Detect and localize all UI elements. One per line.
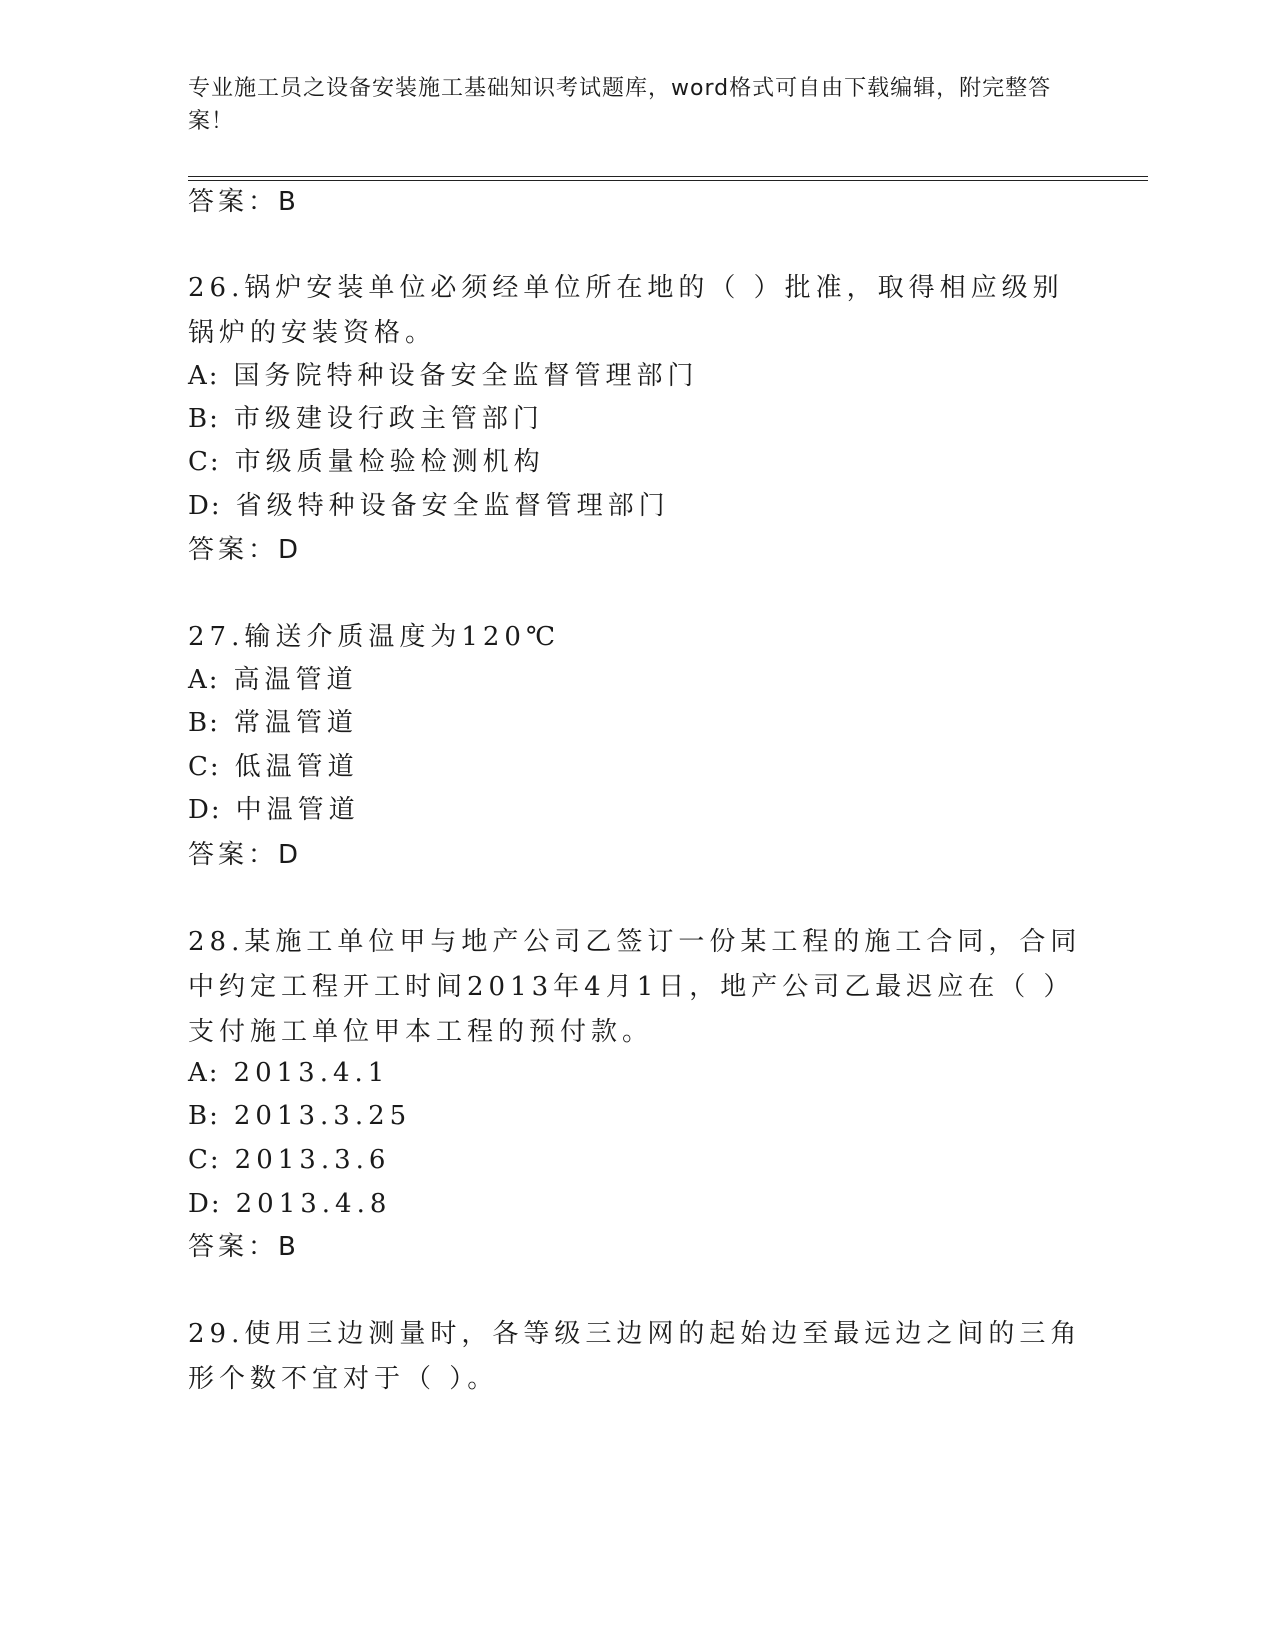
answer-label: 答案： [188,535,279,565]
option-key: A: [188,665,220,695]
answer-label: 答案： [188,1232,279,1262]
option-key: C: [188,1145,221,1175]
option-key: B: [188,404,220,434]
document-header: 专业施工员之设备安装施工基础知识考试题库，word格式可自由下载编辑，附完整答案！ [188,76,1052,134]
question-26-option-a [188,356,699,396]
option-key: D: [188,491,222,521]
answer-line-28 [188,1230,298,1264]
header-divider [188,176,1148,181]
question-27-option-a [188,660,358,700]
option-key: A: [188,1058,220,1088]
question-26-option-c [188,442,545,482]
option-text: 高温管道 [233,665,358,695]
option-text: 国务院特种设备安全监督管理部门 [233,361,699,391]
option-text: 常温管道 [233,708,358,738]
option-key: B: [188,1101,220,1131]
option-text: 2013.3.25 [233,1101,412,1131]
answer-value: D [278,840,301,870]
question-26-text: 26.锅炉安装单位必须经单位所在地的（ ）批准，取得相应级别锅炉的安装资格。 [188,273,1064,348]
option-text: 中温管道 [235,795,360,825]
question-27-option-d [188,790,360,830]
question-27-text: 27.输送介质温度为120℃ [188,622,561,652]
option-text: 市级建设行政主管部门 [233,404,544,434]
question-27-option-b [188,703,358,743]
option-text: 省级特种设备安全监督管理部门 [235,491,670,521]
question-28-option-a [188,1053,389,1093]
option-key: A: [188,361,220,391]
option-text: 2013.3.6 [234,1145,391,1175]
question-28-option-c [188,1140,390,1180]
option-text: 2013.4.8 [235,1189,392,1219]
option-key: D: [188,795,222,825]
option-key: B: [188,708,220,738]
option-key: C: [188,447,221,477]
document-page [188,0,1148,1650]
question-29-text: 29.使用三边测量时，各等级三边网的起始边至最远边之间的三角形个数不宜对于（ ）。 [188,1319,1082,1394]
question-26-option-d [188,486,670,526]
question-27-option-c [188,747,359,787]
answer-line-25 [188,185,298,219]
option-key: C: [188,752,221,782]
option-key: D: [188,1189,222,1219]
question-28-text: 28.某施工单位甲与地产公司乙签订一份某工程的施工合同，合同中约定工程开工时间2013年4月1日，地产公司乙最迟应在（ ）支付施工单位甲本工程的预付款。 [188,927,1082,1047]
question-28-option-d [188,1184,391,1224]
answer-line-27 [188,838,300,872]
answer-line-26 [188,533,300,567]
question-26-option-b [188,399,544,439]
option-text: 低温管道 [234,752,359,782]
option-text: 2013.4.1 [233,1058,390,1088]
option-text: 市级质量检验检测机构 [234,447,545,477]
question-28-option-b [188,1096,411,1136]
answer-value: B [278,187,298,217]
answer-value: B [278,1232,298,1262]
answer-label: 答案： [188,187,279,217]
answer-value: D [278,535,301,565]
answer-label: 答案： [188,840,279,870]
